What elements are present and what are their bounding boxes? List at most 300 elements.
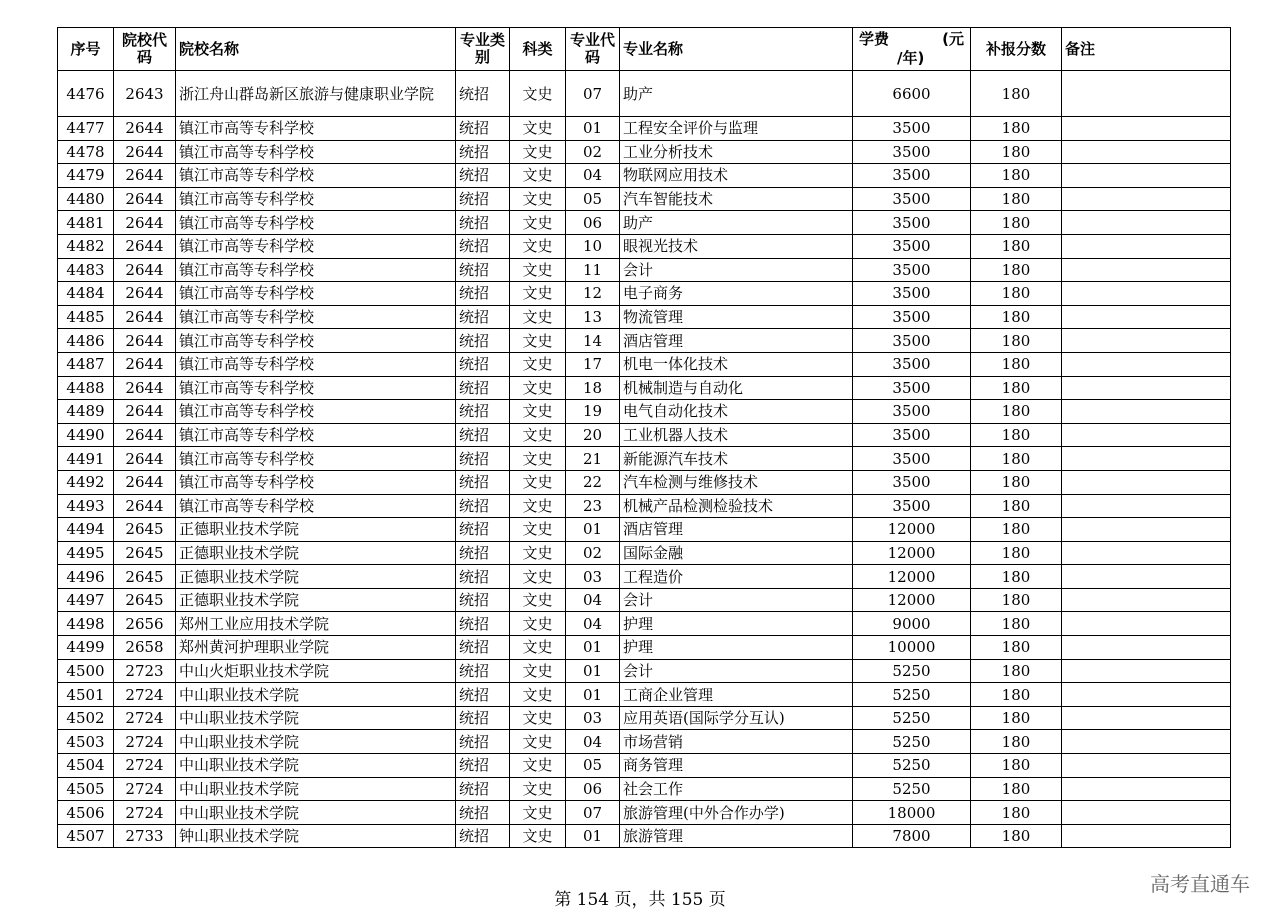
table-row <box>58 282 1231 306</box>
cell-score: 180 <box>971 258 1062 282</box>
cell-school-code: 2644 <box>114 282 176 306</box>
cell-score: 180 <box>971 801 1062 825</box>
cell-fee: 7800 <box>853 824 971 848</box>
cell-score: 180 <box>971 518 1062 542</box>
cell-major-type: 统招 <box>456 706 510 730</box>
cell-major-code: 07 <box>566 801 620 825</box>
cell-major-name: 商务管理 <box>620 754 853 778</box>
cell-major-name: 酒店管理 <box>620 518 853 542</box>
cell-score: 180 <box>971 423 1062 447</box>
cell-school-name: 镇江市高等专科学校 <box>176 140 456 164</box>
cell-school-name: 镇江市高等专科学校 <box>176 494 456 518</box>
cell-major-type: 统招 <box>456 447 510 471</box>
cell-major-code: 01 <box>566 518 620 542</box>
cell-score: 180 <box>971 447 1062 471</box>
cell-major-name: 助产 <box>620 71 853 117</box>
cell-school-code: 2724 <box>114 683 176 707</box>
cell-major-type: 统招 <box>456 612 510 636</box>
cell-note <box>1062 706 1231 730</box>
cell-school-name: 正德职业技术学院 <box>176 588 456 612</box>
cell-school-name: 中山职业技术学院 <box>176 777 456 801</box>
table-row <box>58 683 1231 707</box>
cell-fee: 9000 <box>853 612 971 636</box>
table-row <box>58 352 1231 376</box>
cell-school-code: 2724 <box>114 730 176 754</box>
cell-subject: 文史 <box>510 683 566 707</box>
cell-major-name: 助产 <box>620 211 853 235</box>
page-footer: 第 154 页，共 155 页 <box>554 890 726 910</box>
cell-major-name: 新能源汽车技术 <box>620 447 853 471</box>
cell-fee: 5250 <box>853 730 971 754</box>
cell-subject: 文史 <box>510 352 566 376</box>
table-row <box>58 659 1231 683</box>
cell-major-name: 护理 <box>620 636 853 660</box>
cell-subject: 文史 <box>510 282 566 306</box>
cell-major-type: 统招 <box>456 140 510 164</box>
cell-seq: 4480 <box>58 187 114 211</box>
cell-school-code: 2658 <box>114 636 176 660</box>
cell-fee: 3500 <box>853 494 971 518</box>
cell-major-name: 电子商务 <box>620 282 853 306</box>
cell-school-name: 镇江市高等专科学校 <box>176 305 456 329</box>
cell-subject: 文史 <box>510 305 566 329</box>
cell-score: 180 <box>971 494 1062 518</box>
cell-subject: 文史 <box>510 423 566 447</box>
header-major-type: 专业类别 <box>456 28 510 71</box>
cell-subject: 文史 <box>510 329 566 353</box>
cell-school-name: 镇江市高等专科学校 <box>176 329 456 353</box>
cell-fee: 5250 <box>853 683 971 707</box>
cell-subject: 文史 <box>510 801 566 825</box>
cell-fee: 5250 <box>853 777 971 801</box>
cell-seq: 4487 <box>58 352 114 376</box>
cell-school-code: 2644 <box>114 352 176 376</box>
cell-school-code: 2644 <box>114 234 176 258</box>
cell-school-code: 2644 <box>114 187 176 211</box>
cell-major-name: 电气自动化技术 <box>620 400 853 424</box>
cell-score: 180 <box>971 730 1062 754</box>
cell-subject: 文史 <box>510 211 566 235</box>
cell-seq: 4478 <box>58 140 114 164</box>
cell-note <box>1062 518 1231 542</box>
cell-note <box>1062 352 1231 376</box>
watermark: 高考直通车 <box>1150 872 1250 896</box>
cell-major-name: 会计 <box>620 588 853 612</box>
cell-school-code: 2644 <box>114 470 176 494</box>
cell-major-type: 统招 <box>456 470 510 494</box>
cell-score: 180 <box>971 706 1062 730</box>
header-row <box>58 28 1231 71</box>
cell-fee: 3500 <box>853 117 971 141</box>
cell-school-code: 2644 <box>114 447 176 471</box>
cell-subject: 文史 <box>510 71 566 117</box>
cell-subject: 文史 <box>510 588 566 612</box>
cell-major-name: 工业机器人技术 <box>620 423 853 447</box>
cell-score: 180 <box>971 400 1062 424</box>
cell-score: 180 <box>971 683 1062 707</box>
cell-seq: 4483 <box>58 258 114 282</box>
cell-seq: 4495 <box>58 541 114 565</box>
cell-school-code: 2723 <box>114 659 176 683</box>
cell-major-type: 统招 <box>456 777 510 801</box>
cell-score: 180 <box>971 117 1062 141</box>
cell-major-type: 统招 <box>456 71 510 117</box>
table-row <box>58 400 1231 424</box>
cell-major-code: 04 <box>566 164 620 188</box>
cell-major-code: 22 <box>566 470 620 494</box>
cell-score: 180 <box>971 329 1062 353</box>
cell-school-name: 正德职业技术学院 <box>176 541 456 565</box>
cell-seq: 4505 <box>58 777 114 801</box>
header-fee-per-year: /年) <box>897 49 925 67</box>
cell-note <box>1062 211 1231 235</box>
cell-seq: 4484 <box>58 282 114 306</box>
cell-major-type: 统招 <box>456 234 510 258</box>
cell-score: 180 <box>971 612 1062 636</box>
cell-major-type: 统招 <box>456 423 510 447</box>
cell-school-code: 2724 <box>114 777 176 801</box>
cell-major-name: 旅游管理(中外合作办学) <box>620 801 853 825</box>
cell-school-name: 镇江市高等专科学校 <box>176 258 456 282</box>
cell-subject: 文史 <box>510 470 566 494</box>
cell-major-name: 工业分析技术 <box>620 140 853 164</box>
cell-seq: 4504 <box>58 754 114 778</box>
header-note: 备注 <box>1062 28 1231 71</box>
cell-seq: 4485 <box>58 305 114 329</box>
cell-seq: 4498 <box>58 612 114 636</box>
cell-school-name: 镇江市高等专科学校 <box>176 187 456 211</box>
cell-note <box>1062 588 1231 612</box>
cell-school-code: 2643 <box>114 71 176 117</box>
table-row <box>58 470 1231 494</box>
cell-major-name: 工商企业管理 <box>620 683 853 707</box>
cell-major-type: 统招 <box>456 659 510 683</box>
admissions-table <box>57 27 1231 848</box>
cell-subject: 文史 <box>510 117 566 141</box>
header-subject: 科类 <box>510 28 566 71</box>
cell-major-code: 01 <box>566 636 620 660</box>
cell-school-name: 镇江市高等专科学校 <box>176 376 456 400</box>
cell-school-code: 2644 <box>114 258 176 282</box>
cell-note <box>1062 164 1231 188</box>
cell-major-type: 统招 <box>456 683 510 707</box>
cell-school-code: 2724 <box>114 754 176 778</box>
cell-seq: 4492 <box>58 470 114 494</box>
cell-major-type: 统招 <box>456 400 510 424</box>
cell-major-code: 06 <box>566 211 620 235</box>
table-row <box>58 824 1231 848</box>
cell-fee: 10000 <box>853 636 971 660</box>
header-school-code: 院校代码 <box>114 28 176 71</box>
cell-seq: 4496 <box>58 565 114 589</box>
header-seq: 序号 <box>58 28 114 71</box>
cell-note <box>1062 423 1231 447</box>
cell-major-code: 04 <box>566 588 620 612</box>
cell-major-code: 12 <box>566 282 620 306</box>
cell-fee: 3500 <box>853 447 971 471</box>
cell-school-name: 镇江市高等专科学校 <box>176 400 456 424</box>
cell-major-type: 统招 <box>456 258 510 282</box>
cell-seq: 4502 <box>58 706 114 730</box>
cell-fee: 3500 <box>853 400 971 424</box>
cell-major-name: 会计 <box>620 258 853 282</box>
cell-school-name: 镇江市高等专科学校 <box>176 423 456 447</box>
cell-major-code: 14 <box>566 329 620 353</box>
cell-fee: 3500 <box>853 352 971 376</box>
cell-major-type: 统招 <box>456 824 510 848</box>
cell-note <box>1062 470 1231 494</box>
cell-school-name: 正德职业技术学院 <box>176 565 456 589</box>
table-row <box>58 234 1231 258</box>
cell-major-code: 21 <box>566 447 620 471</box>
cell-major-code: 04 <box>566 612 620 636</box>
cell-note <box>1062 777 1231 801</box>
cell-school-name: 浙江舟山群岛新区旅游与健康职业学院 <box>176 71 456 117</box>
cell-score: 180 <box>971 470 1062 494</box>
cell-fee: 3500 <box>853 305 971 329</box>
cell-fee: 3500 <box>853 187 971 211</box>
cell-note <box>1062 329 1231 353</box>
cell-subject: 文史 <box>510 706 566 730</box>
cell-school-code: 2656 <box>114 612 176 636</box>
cell-school-code: 2644 <box>114 329 176 353</box>
cell-major-type: 统招 <box>456 730 510 754</box>
cell-subject: 文史 <box>510 636 566 660</box>
cell-seq: 4482 <box>58 234 114 258</box>
cell-major-type: 统招 <box>456 187 510 211</box>
cell-major-code: 19 <box>566 400 620 424</box>
cell-score: 180 <box>971 659 1062 683</box>
cell-score: 180 <box>971 164 1062 188</box>
cell-major-type: 统招 <box>456 518 510 542</box>
cell-note <box>1062 187 1231 211</box>
cell-note <box>1062 659 1231 683</box>
cell-seq: 4481 <box>58 211 114 235</box>
cell-school-code: 2645 <box>114 518 176 542</box>
cell-major-name: 机械产品检测检验技术 <box>620 494 853 518</box>
cell-note <box>1062 447 1231 471</box>
header-fee-label: 学费 <box>859 30 890 48</box>
table-row <box>58 754 1231 778</box>
cell-subject: 文史 <box>510 447 566 471</box>
header-school-name: 院校名称 <box>176 28 456 71</box>
cell-major-code: 02 <box>566 541 620 565</box>
cell-major-type: 统招 <box>456 494 510 518</box>
table-row <box>58 329 1231 353</box>
cell-major-code: 20 <box>566 423 620 447</box>
cell-school-code: 2644 <box>114 140 176 164</box>
cell-fee: 6600 <box>853 71 971 117</box>
table-row <box>58 423 1231 447</box>
cell-note <box>1062 71 1231 117</box>
cell-major-type: 统招 <box>456 282 510 306</box>
cell-note <box>1062 754 1231 778</box>
cell-school-name: 中山职业技术学院 <box>176 801 456 825</box>
cell-major-type: 统招 <box>456 636 510 660</box>
cell-subject: 文史 <box>510 541 566 565</box>
cell-seq: 4503 <box>58 730 114 754</box>
cell-major-code: 01 <box>566 117 620 141</box>
cell-score: 180 <box>971 140 1062 164</box>
cell-note <box>1062 376 1231 400</box>
cell-seq: 4490 <box>58 423 114 447</box>
table-row <box>58 187 1231 211</box>
cell-major-type: 统招 <box>456 565 510 589</box>
cell-major-name: 酒店管理 <box>620 329 853 353</box>
cell-major-code: 05 <box>566 187 620 211</box>
cell-school-name: 镇江市高等专科学校 <box>176 234 456 258</box>
cell-major-type: 统招 <box>456 329 510 353</box>
cell-note <box>1062 282 1231 306</box>
cell-note <box>1062 541 1231 565</box>
table-row <box>58 117 1231 141</box>
cell-major-code: 03 <box>566 706 620 730</box>
cell-seq: 4500 <box>58 659 114 683</box>
cell-school-name: 镇江市高等专科学校 <box>176 447 456 471</box>
cell-subject: 文史 <box>510 824 566 848</box>
cell-note <box>1062 305 1231 329</box>
cell-seq: 4507 <box>58 824 114 848</box>
table-row <box>58 211 1231 235</box>
cell-fee: 12000 <box>853 541 971 565</box>
cell-school-name: 镇江市高等专科学校 <box>176 211 456 235</box>
cell-major-code: 18 <box>566 376 620 400</box>
cell-subject: 文史 <box>510 754 566 778</box>
cell-note <box>1062 565 1231 589</box>
cell-school-code: 2644 <box>114 376 176 400</box>
cell-major-name: 物流管理 <box>620 305 853 329</box>
cell-fee: 3500 <box>853 140 971 164</box>
cell-score: 180 <box>971 777 1062 801</box>
cell-seq: 4479 <box>58 164 114 188</box>
cell-fee: 3500 <box>853 282 971 306</box>
header-score: 补报分数 <box>971 28 1062 71</box>
cell-score: 180 <box>971 754 1062 778</box>
cell-major-type: 统招 <box>456 305 510 329</box>
cell-major-name: 汽车检测与维修技术 <box>620 470 853 494</box>
cell-school-name: 郑州工业应用技术学院 <box>176 612 456 636</box>
cell-major-code: 01 <box>566 824 620 848</box>
cell-note <box>1062 234 1231 258</box>
cell-fee: 3500 <box>853 211 971 235</box>
cell-seq: 4506 <box>58 801 114 825</box>
cell-subject: 文史 <box>510 518 566 542</box>
cell-score: 180 <box>971 565 1062 589</box>
cell-school-code: 2733 <box>114 824 176 848</box>
table-row <box>58 706 1231 730</box>
cell-fee: 12000 <box>853 565 971 589</box>
table-row <box>58 494 1231 518</box>
cell-seq: 4497 <box>58 588 114 612</box>
table-row <box>58 612 1231 636</box>
cell-score: 180 <box>971 541 1062 565</box>
cell-score: 180 <box>971 636 1062 660</box>
cell-major-name: 市场营销 <box>620 730 853 754</box>
cell-score: 180 <box>971 305 1062 329</box>
cell-major-name: 眼视光技术 <box>620 234 853 258</box>
cell-major-type: 统招 <box>456 541 510 565</box>
cell-major-name: 工程造价 <box>620 565 853 589</box>
cell-major-name: 机电一体化技术 <box>620 352 853 376</box>
cell-subject: 文史 <box>510 376 566 400</box>
cell-fee: 5250 <box>853 659 971 683</box>
cell-score: 180 <box>971 211 1062 235</box>
cell-note <box>1062 117 1231 141</box>
table-row <box>58 71 1231 117</box>
cell-fee: 3500 <box>853 376 971 400</box>
cell-seq: 4476 <box>58 71 114 117</box>
cell-school-code: 2645 <box>114 541 176 565</box>
cell-school-code: 2644 <box>114 305 176 329</box>
cell-school-name: 中山职业技术学院 <box>176 730 456 754</box>
table-row <box>58 588 1231 612</box>
cell-fee: 3500 <box>853 258 971 282</box>
cell-subject: 文史 <box>510 494 566 518</box>
cell-major-code: 23 <box>566 494 620 518</box>
cell-school-code: 2724 <box>114 801 176 825</box>
cell-major-name: 社会工作 <box>620 777 853 801</box>
table-row <box>58 541 1231 565</box>
cell-subject: 文史 <box>510 659 566 683</box>
header-fee <box>853 28 971 71</box>
header-major-code: 专业代码 <box>566 28 620 71</box>
table-row <box>58 305 1231 329</box>
cell-seq: 4501 <box>58 683 114 707</box>
cell-school-code: 2644 <box>114 117 176 141</box>
cell-subject: 文史 <box>510 612 566 636</box>
cell-major-type: 统招 <box>456 754 510 778</box>
cell-school-name: 镇江市高等专科学校 <box>176 164 456 188</box>
cell-school-code: 2645 <box>114 565 176 589</box>
table-row <box>58 518 1231 542</box>
cell-major-code: 11 <box>566 258 620 282</box>
cell-major-code: 17 <box>566 352 620 376</box>
cell-major-name: 机械制造与自动化 <box>620 376 853 400</box>
cell-major-type: 统招 <box>456 352 510 376</box>
cell-subject: 文史 <box>510 164 566 188</box>
cell-school-name: 郑州黄河护理职业学院 <box>176 636 456 660</box>
cell-seq: 4489 <box>58 400 114 424</box>
cell-major-code: 06 <box>566 777 620 801</box>
cell-subject: 文史 <box>510 565 566 589</box>
cell-seq: 4494 <box>58 518 114 542</box>
cell-school-name: 中山职业技术学院 <box>176 683 456 707</box>
cell-major-name: 汽车智能技术 <box>620 187 853 211</box>
cell-seq: 4499 <box>58 636 114 660</box>
cell-fee: 3500 <box>853 234 971 258</box>
table-row <box>58 164 1231 188</box>
cell-note <box>1062 258 1231 282</box>
cell-subject: 文史 <box>510 234 566 258</box>
cell-subject: 文史 <box>510 400 566 424</box>
cell-major-name: 旅游管理 <box>620 824 853 848</box>
cell-fee: 3500 <box>853 423 971 447</box>
cell-major-type: 统招 <box>456 117 510 141</box>
cell-subject: 文史 <box>510 730 566 754</box>
cell-major-type: 统招 <box>456 588 510 612</box>
cell-seq: 4488 <box>58 376 114 400</box>
cell-school-name: 中山职业技术学院 <box>176 754 456 778</box>
table-row <box>58 376 1231 400</box>
cell-major-code: 01 <box>566 683 620 707</box>
cell-school-code: 2645 <box>114 588 176 612</box>
cell-note <box>1062 400 1231 424</box>
cell-note <box>1062 824 1231 848</box>
cell-school-code: 2644 <box>114 211 176 235</box>
cell-major-name: 国际金融 <box>620 541 853 565</box>
cell-seq: 4491 <box>58 447 114 471</box>
cell-note <box>1062 612 1231 636</box>
